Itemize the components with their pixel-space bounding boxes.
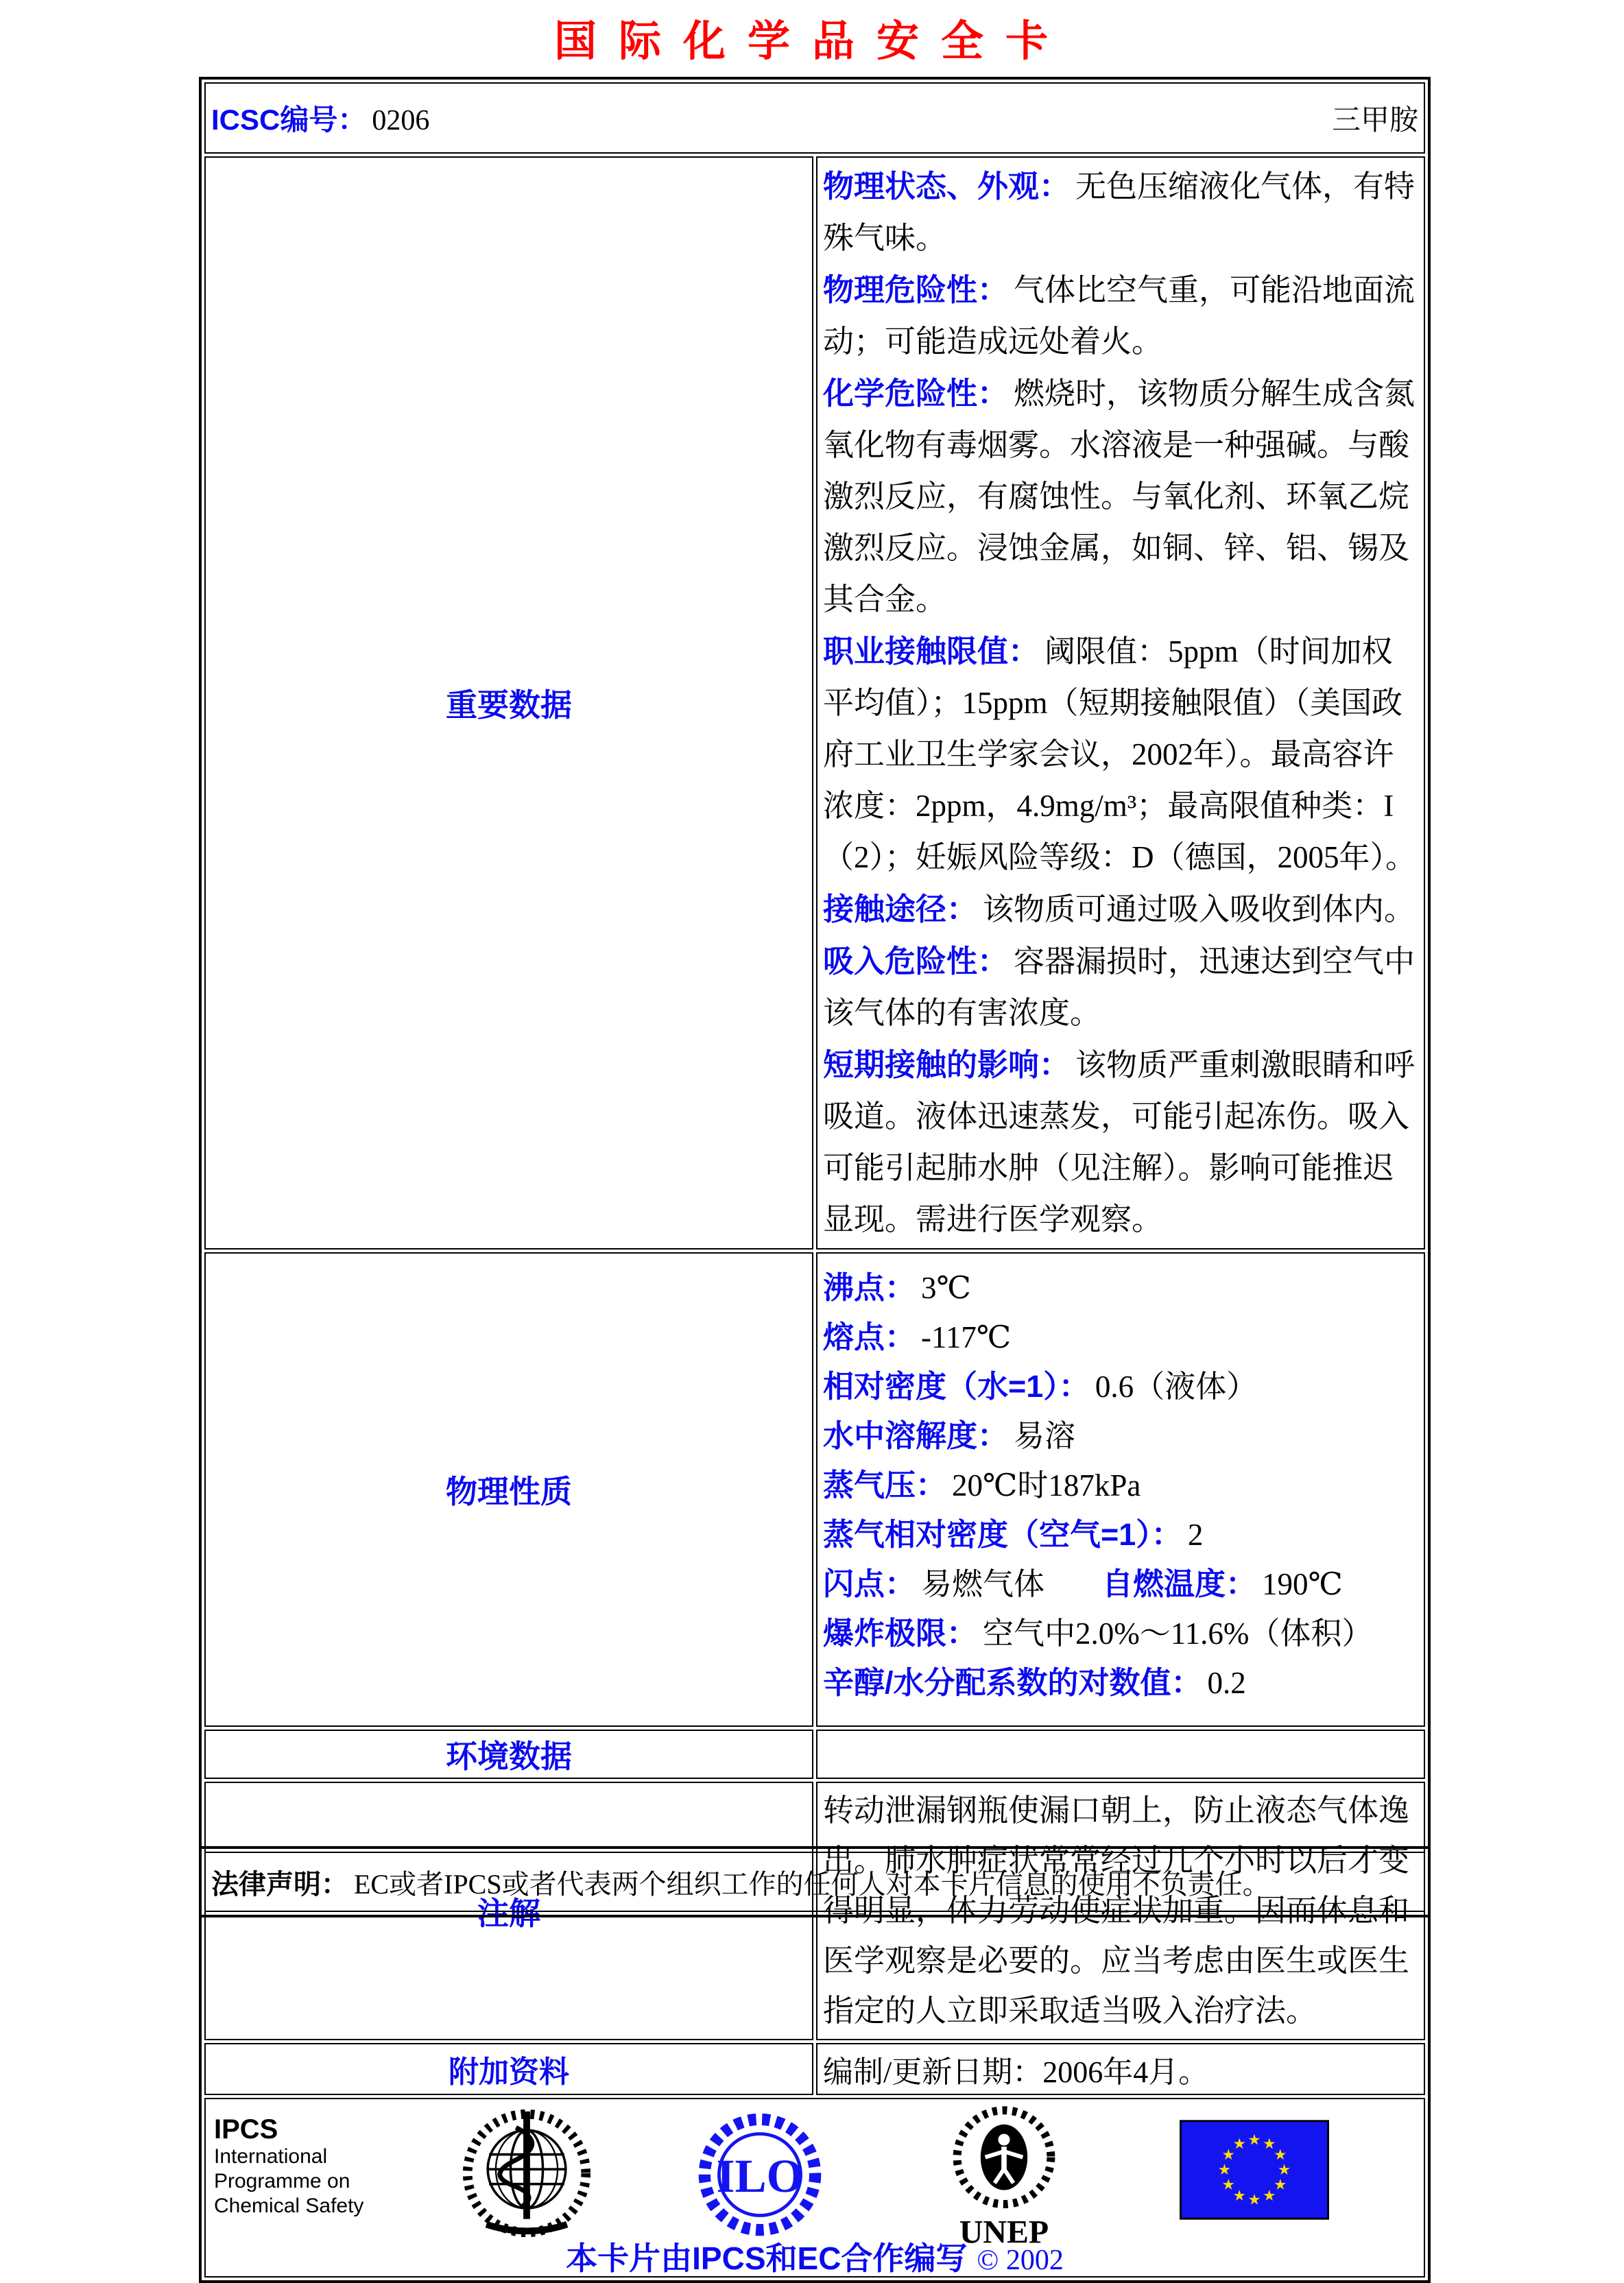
section-label-important-data: 重要数据 <box>204 156 813 1250</box>
ilo-letters: ILO <box>716 2149 804 2202</box>
property-line <box>823 1263 1417 1313</box>
property-value: -117℃ <box>921 1320 1012 1354</box>
property-line <box>823 1313 1417 1362</box>
additional-info-row <box>204 2043 1425 2095</box>
legal-notice-table <box>199 1846 1431 1917</box>
section-label-environmental-data: 环境数据 <box>204 1730 813 1779</box>
icsc-card-table <box>199 77 1431 2283</box>
logos-row <box>204 2098 1425 2278</box>
chemical-name: 三甲胺 <box>1331 105 1418 136</box>
important-data-item <box>823 1039 1417 1245</box>
page-title: 国际化学品安全卡 <box>553 16 1070 66</box>
property-value: 易溶 <box>1014 1419 1076 1453</box>
property-label: 闪点： <box>823 1566 916 1601</box>
legal-notice-text: EC或者IPCS或者代表两个组织工作的任何人对本卡片信息的使用不负责任。 <box>354 1868 1270 1900</box>
field-text: 该物质可通过吸入吸收到体内。 <box>983 892 1416 927</box>
field-label: 化学危险性： <box>823 376 1009 411</box>
property-line <box>823 1658 1417 1708</box>
field-text: 阈限值：5ppm（时间加权平均值）；15ppm（短期接触限值）（美国政府工业卫生学家会议，2002年）。最高容许浓度：2ppm，4.9mg/m³；最高限值种类：I（2）；妊娠风险等级：D（德国，2005年）。 <box>823 634 1416 874</box>
property-label: 蒸气相对密度（空气=1）： <box>823 1517 1182 1552</box>
field-label: 短期接触的影响： <box>823 1047 1071 1082</box>
unep-logo-icon <box>945 2103 1063 2249</box>
section-label-notes: 注解 <box>204 1782 813 2040</box>
property-value: 190℃ <box>1262 1567 1343 1601</box>
important-data-item <box>823 368 1417 625</box>
card-header-cell <box>204 82 1425 154</box>
property-label: 熔点： <box>823 1319 916 1354</box>
property-value: 易燃气体 <box>921 1567 1045 1601</box>
additional-info-content <box>816 2043 1425 2095</box>
legal-notice-row <box>204 1852 1425 1912</box>
property-value: 空气中2.0%～11.6%（体积） <box>983 1616 1373 1651</box>
property-label: 沸点： <box>823 1270 916 1305</box>
copyright-text: © 2002 <box>977 2245 1064 2276</box>
field-text: 该物质严重刺激眼睛和呼吸道。液体迅速蒸发，可能引起冻伤。吸入可能引起肺水肿（见注解）。影响可能推迟显现。需进行医学观察。 <box>823 1048 1416 1236</box>
environmental-data-content <box>816 1730 1425 1779</box>
ipcs-block <box>214 2114 363 2219</box>
property-label: 水中溶解度： <box>823 1418 1009 1453</box>
property-line <box>823 1362 1417 1411</box>
section-label-additional-info: 附加资料 <box>204 2043 813 2095</box>
property-label: 辛醇/水分配系数的对数值： <box>823 1665 1202 1700</box>
property-line <box>823 1510 1417 1559</box>
eu-flag-icon <box>1180 2120 1329 2220</box>
unep-letters: UNEP <box>959 2214 1049 2249</box>
ipcs-line: Chemical Safety <box>214 2195 364 2217</box>
field-text: 气体比空气重，可能沿地面流动；可能造成远处着火。 <box>823 273 1416 359</box>
field-label: 物理状态、外观： <box>823 169 1071 204</box>
physical-properties-content <box>816 1252 1425 1727</box>
field-text: 燃烧时，该物质分解生成含氮氧化物有毒烟雾。水溶液是一种强碱。与酸激烈反应，有腐蚀性。与氧化剂、环氧乙烷激烈反应。浸蚀金属，如铜、锌、铝、锡及其合金。 <box>823 376 1416 617</box>
auto-ignition-group <box>1102 1567 1343 1601</box>
icsc-number-label: ICSC编号： <box>211 104 367 136</box>
field-text: 容器漏损时，迅速达到空气中该气体的有害浓度。 <box>823 944 1416 1030</box>
update-date-value: 2006年4月。 <box>1042 2055 1209 2089</box>
ipcs-line: Programme on <box>214 2170 350 2192</box>
property-value: 2 <box>1187 1518 1204 1552</box>
notes-content: 转动泄漏钢瓶使漏口朝上，防止液态气体逸出。肺水肿症状常常经过几个小时以后才变得明显，体力劳动使症状加重。因而休息和医学观察是必要的。应当考虑由医生或医生指定的人立即采取适当吸入治疗法。 <box>816 1782 1425 2040</box>
field-label: 职业接触限值： <box>823 634 1040 669</box>
important-data-item <box>823 625 1417 883</box>
property-label: 蒸气压： <box>823 1468 947 1503</box>
property-line-flash-point <box>823 1559 1417 1609</box>
logos-cell <box>204 2098 1425 2278</box>
ipcs-line: International <box>214 2145 328 2168</box>
property-line <box>823 1461 1417 1510</box>
icsc-number-group <box>211 97 429 139</box>
property-value: 0.2 <box>1207 1666 1246 1700</box>
cooperation-caption <box>206 2234 1424 2278</box>
property-line <box>823 1609 1417 1658</box>
ipcs-title: IPCS <box>214 2114 278 2144</box>
important-data-item <box>823 883 1417 935</box>
property-value: 20℃时187kPa <box>952 1468 1141 1503</box>
physical-properties-row <box>204 1252 1425 1727</box>
flash-point-group <box>823 1559 1102 1609</box>
legal-notice-label: 法律声明： <box>211 1869 348 1900</box>
important-data-item <box>823 160 1417 264</box>
property-label: 相对密度（水=1）： <box>823 1369 1090 1404</box>
property-label: 自燃温度： <box>1102 1566 1257 1601</box>
property-label: 爆炸极限： <box>823 1616 978 1651</box>
cooperation-caption-text: 本卡片由IPCS和EC合作编写 <box>566 2240 968 2276</box>
section-label-physical-properties: 物理性质 <box>204 1252 813 1727</box>
icsc-number-value: 0206 <box>372 105 430 136</box>
property-value: 0.6（液体） <box>1095 1370 1258 1404</box>
field-label: 物理危险性： <box>823 272 1009 307</box>
important-data-content <box>816 156 1425 1250</box>
update-date-label: 编制/更新日期： <box>823 2055 1043 2089</box>
field-text: 无色压缩液化气体，有特殊气味。 <box>823 169 1416 255</box>
property-value: 3℃ <box>921 1271 971 1305</box>
ilo-logo-icon <box>694 2109 826 2240</box>
important-data-row <box>204 156 1425 1250</box>
field-label: 吸入危险性： <box>823 944 1009 979</box>
property-line <box>823 1411 1417 1461</box>
important-data-item <box>823 264 1417 368</box>
environmental-data-row <box>204 1730 1425 1779</box>
legal-notice-cell <box>204 1852 1425 1912</box>
field-label: 接触途径： <box>823 892 978 927</box>
who-logo-icon <box>458 2106 595 2240</box>
important-data-item <box>823 935 1417 1039</box>
card-header-row <box>204 82 1425 154</box>
